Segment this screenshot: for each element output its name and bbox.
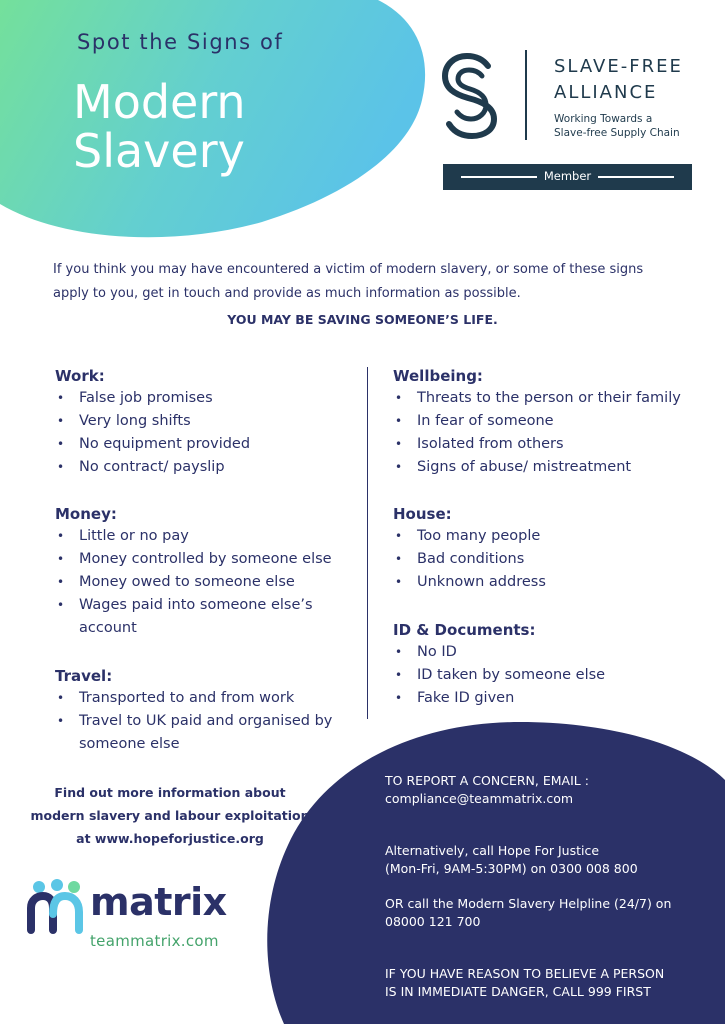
list-item: • Travel to UK paid and organised by someone else — [55, 710, 355, 756]
intro-text: If you think you may have encountered a victim of modern slavery, or some of these signs apply to you, get in touch and provide as much information as possible. — [53, 262, 644, 301]
report-hfj-line2: (Mon-Fri, 9AM-5:30PM) on 0300 008 800 — [385, 861, 638, 876]
report-danger-line2: IS IN IMMEDIATE DANGER, CALL 999 FIRST — [385, 984, 651, 999]
page-title — [73, 75, 246, 178]
section-title: Travel: — [55, 667, 113, 685]
list-item: • Money controlled by someone else — [55, 548, 360, 571]
more-info-line2: modern slavery and labour exploitation — [30, 808, 310, 823]
more-info — [20, 781, 320, 850]
list-item: • No ID — [393, 641, 713, 664]
list-item: • Transported to and from work — [55, 687, 360, 710]
section-title: Wellbeing: — [393, 367, 483, 385]
list-item: • Signs of abuse/ mistreatment — [393, 456, 713, 479]
partner-tagline — [554, 112, 680, 140]
section-money — [55, 503, 360, 640]
partner-tagline-line1: Working Towards a — [554, 113, 653, 125]
section-title: Money: — [55, 505, 117, 523]
report-helpline-line1: OR call the Modern Slavery Helpline (24/7) on — [385, 896, 672, 911]
section-wellbeing — [393, 365, 713, 479]
page-title-line1: Modern — [73, 75, 246, 129]
list-item: • Wages paid into someone else’s account — [55, 594, 335, 640]
callout-text: YOU MAY BE SAVING SOMEONE’S LIFE. — [227, 312, 498, 327]
report-email — [385, 772, 715, 808]
member-badge — [443, 164, 692, 190]
brand-url[interactable]: teammatrix.com — [90, 932, 219, 950]
list-item: • Isolated from others — [393, 433, 713, 456]
partner-name-line1: SLAVE-FREE — [554, 56, 683, 77]
more-info-line3: at www.hopeforjustice.org — [76, 831, 264, 846]
member-badge-label: Member — [537, 169, 598, 183]
list-item: • No contract/ payslip — [55, 456, 360, 479]
report-danger — [385, 965, 715, 1001]
section-title: ID & Documents: — [393, 621, 536, 639]
list-item: • No equipment provided — [55, 433, 360, 456]
hero-kicker: Spot the Signs of — [77, 30, 284, 54]
list-item: • Little or no pay — [55, 525, 360, 548]
list-item: • In fear of someone — [393, 410, 713, 433]
report-email-address[interactable]: compliance@teammatrix.com — [385, 791, 574, 806]
page-title-line2: Slavery — [73, 124, 245, 178]
column-divider — [367, 367, 368, 719]
section-travel — [55, 665, 360, 756]
report-helpline — [385, 895, 715, 931]
section-title: Work: — [55, 367, 105, 385]
report-danger-line1: IF YOU HAVE REASON TO BELIEVE A PERSON — [385, 966, 665, 981]
list-item: • Fake ID given — [393, 687, 713, 710]
list-item: • Bad conditions — [393, 548, 713, 571]
list-item: • Money owed to someone else — [55, 571, 360, 594]
report-helpline-line2: 08000 121 700 — [385, 914, 481, 929]
matrix-people-icon — [27, 878, 85, 936]
report-email-label: TO REPORT A CONCERN, EMAIL : — [385, 773, 589, 788]
list-item: • ID taken by someone else — [393, 664, 713, 687]
list-item: • Unknown address — [393, 571, 713, 594]
list-item: • Threats to the person or their family — [393, 387, 713, 410]
list-item: • False job promises — [55, 387, 360, 410]
report-hope-for-justice — [385, 842, 715, 878]
list-item: • Too many people — [393, 525, 713, 548]
section-id-documents — [393, 619, 713, 710]
sfa-s-logo-icon — [440, 52, 502, 140]
partner-name-line2: ALLIANCE — [554, 82, 658, 103]
section-house — [393, 503, 713, 594]
list-item: • Very long shifts — [55, 410, 360, 433]
report-hfj-line1: Alternatively, call Hope For Justice — [385, 843, 600, 858]
section-work — [55, 365, 360, 479]
more-info-line1: Find out more information about — [54, 785, 286, 800]
partner-name — [554, 54, 683, 106]
member-badge-label-wrap — [443, 169, 692, 183]
partner-tagline-line2: Slave-free Supply Chain — [554, 127, 680, 139]
brand-name: matrix — [90, 880, 227, 924]
section-title: House: — [393, 505, 452, 523]
logo-divider — [525, 50, 527, 140]
